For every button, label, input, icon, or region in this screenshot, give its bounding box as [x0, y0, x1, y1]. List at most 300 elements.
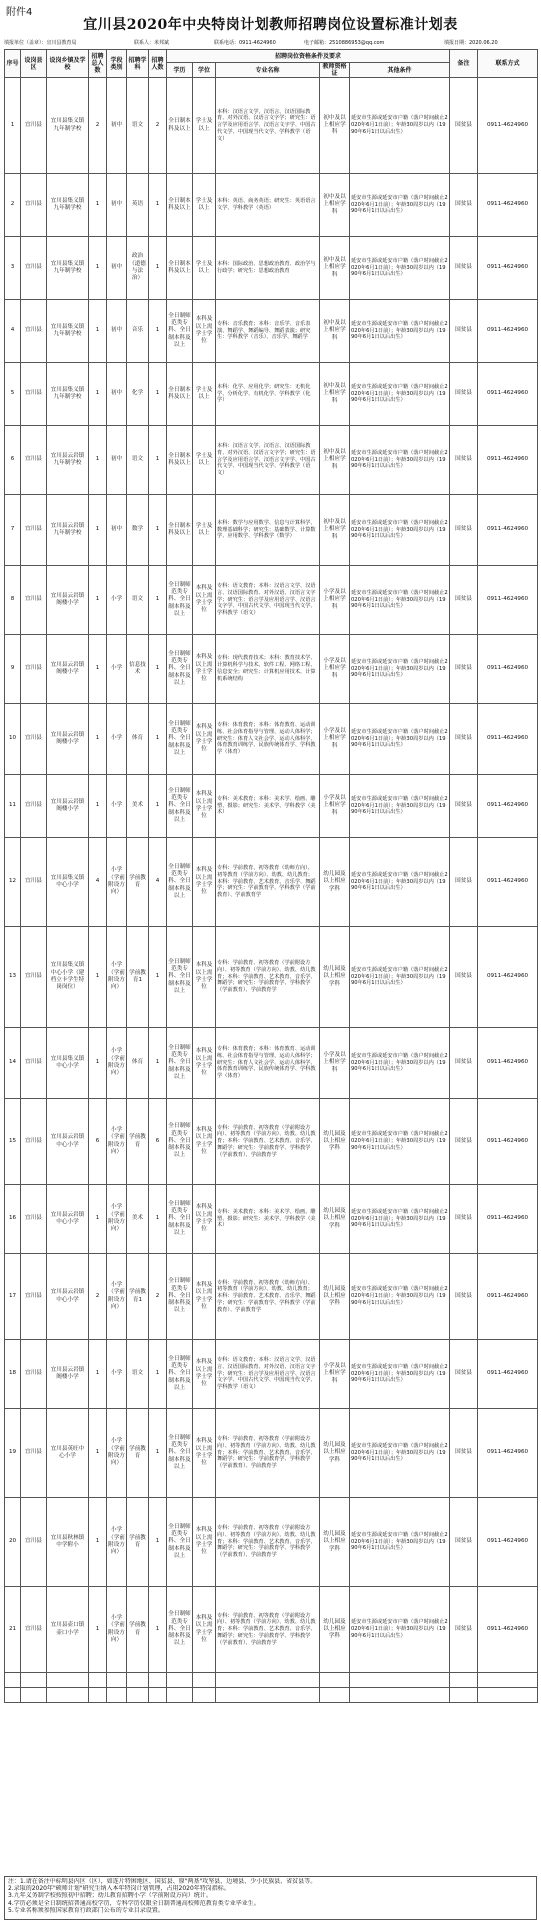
cell-county: 宜川县 [21, 1587, 47, 1673]
cell-cert: 幼儿园及以上相应学科 [320, 1498, 350, 1587]
cell-subject: 音乐 [127, 300, 149, 363]
cell-count: 1 [149, 363, 167, 426]
cell-level: 初中 [107, 174, 127, 237]
table-row [5, 78, 538, 174]
cell-subject: 学前教育 [127, 1099, 149, 1185]
header-seq: 序号 [5, 50, 21, 78]
cell-contact: 0911-4624960 [478, 363, 538, 426]
cell-other: 延安市生源或延安市户籍（落户时间截止2020年6月1日前）；年龄30周岁以内（1990年6月1日以后出生） [350, 495, 450, 566]
notes-box [4, 1876, 537, 1920]
cell-major: 专科：语文教育；本科：汉语言文学、汉语言、汉语国际教育、对外汉语、汉语言文字学；研究生：语言学及应用语言学、汉语言文字学、中国古代文学、中国现当代文学、学科教学（语文） [216, 1340, 320, 1409]
cell-county: 宜川县 [21, 495, 47, 566]
cell-total: 1 [89, 1587, 107, 1673]
empty-cell [47, 1688, 89, 1703]
cell-seq: 20 [5, 1498, 21, 1587]
cell-degree: 学士及以上 [193, 426, 216, 495]
empty-cell [107, 1673, 127, 1688]
note-line: 5.专业名称须参照国家教育行政部门公布的专业目录设置。 [8, 1906, 164, 1914]
header-major: 专业名称 [216, 63, 320, 78]
cell-major: 本科：汉语言文学、汉语言、汉语国际教育、对外汉语、汉语言文字学；研究生：语言学及应用语言学、汉语言文字学、中国古代文学、中国现当代文学、学科教学（语文） [216, 426, 320, 495]
cell-edu: 全日制师范类专科、全日制本科及以上 [167, 1587, 193, 1673]
cell-subject: 语文 [127, 78, 149, 174]
cell-other: 延安市生源或延安市户籍（落户时间截止2020年6月1日前）；年龄30周岁以内（1990年6月1日以后出生） [350, 566, 450, 635]
empty-cell [89, 1688, 107, 1703]
cell-county: 宜川县 [21, 78, 47, 174]
empty-cell [21, 1688, 47, 1703]
header-other: 其他条件 [350, 63, 450, 78]
cell-degree: 本科及以上需学士学位 [193, 566, 216, 635]
cell-count: 1 [149, 495, 167, 566]
cell-count: 4 [149, 838, 167, 927]
cell-level: 初中 [107, 78, 127, 174]
cell-total: 1 [89, 704, 107, 775]
cell-count: 1 [149, 1587, 167, 1673]
cell-total: 1 [89, 1340, 107, 1409]
cell-school: 宜川县集义镇中心小学 [47, 1028, 89, 1099]
cell-major: 专科：体育教育；本科：体育教育、运动训练、社会体育指导与管理、运动人体科学；研究生：体育人文社会学、运动人体科学、体育教育训练学、民族传统体育学、学科教学（体育） [216, 1028, 320, 1099]
cell-count: 1 [149, 174, 167, 237]
cell-subject: 数学 [127, 495, 149, 566]
cell-degree: 本科及以上需学士学位 [193, 1185, 216, 1254]
cell-seq: 8 [5, 566, 21, 635]
cell-count: 1 [149, 1409, 167, 1498]
cell-contact: 0911-4624960 [478, 566, 538, 635]
cell-contact: 0911-4624960 [478, 838, 538, 927]
empty-cell [350, 1688, 450, 1703]
cell-other: 延安市生源或延安市户籍（落户时间截止2020年6月1日前）；年龄30周岁以内（1990年6月1日以后出生） [350, 775, 450, 838]
cell-count: 2 [149, 1254, 167, 1340]
cell-seq: 7 [5, 495, 21, 566]
cell-subject: 英语 [127, 174, 149, 237]
cell-seq: 3 [5, 237, 21, 300]
cell-other: 延安市生源或延安市户籍（落户时间截止2020年6月1日前）；年龄30周岁以内（1990年6月1日以后出生） [350, 927, 450, 1028]
table-row [5, 927, 538, 1028]
cell-school: 宜川县云岩镇中心小学 [47, 1185, 89, 1254]
cell-school: 宜川县集义镇九年制学校 [47, 78, 89, 174]
cell-other: 延安市生源或延安市户籍（落户时间截止2020年6月1日前）；年龄30周岁以内（1990年6月1日以后出生） [350, 174, 450, 237]
cell-level: 小学 [107, 775, 127, 838]
cell-school: 宜川县云岩镇阁楼小学 [47, 704, 89, 775]
cell-remark: 国贫县 [450, 1185, 478, 1254]
cell-contact: 0911-4624960 [478, 927, 538, 1028]
cell-degree: 本科及以上需学士学位 [193, 635, 216, 704]
cell-seq: 6 [5, 426, 21, 495]
cell-county: 宜川县 [21, 174, 47, 237]
cell-total: 1 [89, 1028, 107, 1099]
cell-cert: 幼儿园及以上相应学科 [320, 1185, 350, 1254]
cell-edu: 全日制本科及以上 [167, 237, 193, 300]
cell-major: 专科：体育教育；本科：体育教育、运动训练、社会体育指导与管理、运动人体科学；研究生：体育人文社会学、运动人体科学、体育教育训练学、民族传统体育学、学科教学（体育） [216, 704, 320, 775]
cell-cert: 小学及以上相应学科 [320, 1340, 350, 1409]
table-row [5, 775, 538, 838]
empty-cell [350, 1673, 450, 1688]
cell-count: 1 [149, 635, 167, 704]
cell-seq: 18 [5, 1340, 21, 1409]
cell-cert: 初中及以上相应学科 [320, 495, 350, 566]
cell-subject: 信息技术 [127, 635, 149, 704]
table-row [5, 1185, 538, 1254]
cell-edu: 全日制师范类专科、全日制本科及以上 [167, 1185, 193, 1254]
cell-remark: 国贫县 [450, 838, 478, 927]
header-subject: 招聘学科 [127, 50, 149, 78]
cell-total: 1 [89, 174, 107, 237]
cell-edu: 全日制本科及以上 [167, 78, 193, 174]
cell-remark: 国贫县 [450, 300, 478, 363]
table-row [5, 1409, 538, 1498]
cell-school: 宜川县集义镇九年制学校 [47, 363, 89, 426]
cell-remark: 国贫县 [450, 1028, 478, 1099]
cell-county: 宜川县 [21, 1254, 47, 1340]
cell-remark: 国贫县 [450, 237, 478, 300]
cell-other: 延安市生源或延安市户籍（落户时间截止2020年6月1日前）；年龄30周岁以内（1990年6月1日以后出生） [350, 1587, 450, 1673]
cell-total: 2 [89, 78, 107, 174]
cell-contact: 0911-4624960 [478, 704, 538, 775]
empty-row [5, 1673, 538, 1688]
cell-degree: 学士及以上 [193, 363, 216, 426]
empty-cell [5, 1673, 21, 1688]
cell-contact: 0911-4624960 [478, 174, 538, 237]
table-row [5, 1254, 538, 1340]
cell-degree: 本科及以上需学士学位 [193, 838, 216, 927]
empty-cell [47, 1673, 89, 1688]
table-row [5, 174, 538, 237]
cell-level: 小学 [107, 1340, 127, 1409]
cell-major: 专科：学前教育、初等教育（学前附设方向）、初等教育（学前方向）、幼教、幼儿教育；本科：学前教育、艺术教育、音乐学、舞蹈学；研究生：学前教育学、学科教学（学前教育）、学前教育学 [216, 1498, 320, 1587]
cell-level: 小学（学前附设方向） [107, 1099, 127, 1185]
cell-subject: 体育 [127, 1028, 149, 1099]
cell-cert: 幼儿园及以上相应学科 [320, 1254, 350, 1340]
cell-seq: 16 [5, 1185, 21, 1254]
cell-subject: 政治（道德与法治） [127, 237, 149, 300]
cell-degree: 学士及以上 [193, 78, 216, 174]
empty-cell [216, 1673, 320, 1688]
empty-cell [167, 1673, 193, 1688]
empty-cell [127, 1688, 149, 1703]
cell-count: 1 [149, 300, 167, 363]
cell-degree: 本科及以上需学士学位 [193, 704, 216, 775]
cell-contact: 0911-4624960 [478, 1185, 538, 1254]
cell-level: 小学 [107, 566, 127, 635]
empty-cell [193, 1688, 216, 1703]
cell-school: 宜川县集义镇中心小学 [47, 838, 89, 927]
cell-major: 专科：学前教育、初等教育（学前附设方向）、初等教育（学前方向）、幼教、幼儿教育；本科：学前教育、艺术教育、音乐学、舞蹈学；研究生：学前教育学、学科教学（学前教育）、学前教育学 [216, 1587, 320, 1673]
empty-cell [450, 1688, 478, 1703]
cell-edu: 全日制师范类专科、全日制本科及以上 [167, 775, 193, 838]
cell-remark: 国贫县 [450, 566, 478, 635]
cell-remark: 国贫县 [450, 495, 478, 566]
cell-remark: 国贫县 [450, 1099, 478, 1185]
cell-other: 延安市生源或延安市户籍（落户时间截止2020年6月1日前）；年龄30周岁以内（1990年6月1日以后出生） [350, 78, 450, 174]
cell-county: 宜川县 [21, 426, 47, 495]
cell-other: 延安市生源或延安市户籍（落户时间截止2020年6月1日前）；年龄30周岁以内（1990年6月1日以后出生） [350, 426, 450, 495]
cell-remark: 国贫县 [450, 426, 478, 495]
cell-edu: 全日制师范类专科、全日制本科及以上 [167, 635, 193, 704]
cell-subject: 化学 [127, 363, 149, 426]
cell-major: 专科：学前教育、初等教育（学前附设方向）、初等教育（学前方向）、幼教、幼儿教育；本科：学前教育、艺术教育、音乐学、舞蹈学；研究生：学前教育学、学科教学（学前教育）、学前教育学 [216, 927, 320, 1028]
cell-degree: 学士及以上 [193, 237, 216, 300]
cell-total: 1 [89, 363, 107, 426]
cell-total: 1 [89, 635, 107, 704]
cell-county: 宜川县 [21, 300, 47, 363]
empty-cell [107, 1688, 127, 1703]
cell-major: 专科：现代教育技术；本科：教育技术学、计算机科学与技术、软件工程、网络工程、信息安全；研究生：计算机应用技术、计算机系统结构 [216, 635, 320, 704]
cell-subject: 语文 [127, 1340, 149, 1409]
note-line: 3.九年义务制学校按照初中招聘；幼儿教育招聘小学（学前附设方向）统计。 [8, 1892, 212, 1900]
header-count: 招聘人数 [149, 50, 167, 78]
cell-school: 宜川县云岩镇九年制学校 [47, 495, 89, 566]
empty-cell [5, 1688, 21, 1703]
cell-remark: 国贫县 [450, 775, 478, 838]
cell-contact: 0911-4624960 [478, 775, 538, 838]
table-row [5, 1340, 538, 1409]
cell-school: 宜川县云岩镇阁楼小学 [47, 566, 89, 635]
cell-edu: 全日制师范类专科、全日制本科及以上 [167, 927, 193, 1028]
cell-degree: 本科及以上需学士学位 [193, 1254, 216, 1340]
cell-school: 宜川县云岩镇中心小学 [47, 1254, 89, 1340]
cell-other: 延安市生源或延安市户籍（落户时间截止2020年6月1日前）；年龄30周岁以内（1990年6月1日以后出生） [350, 1254, 450, 1340]
cell-other: 延安市生源或延安市户籍（落户时间截止2020年6月1日前）；年龄30周岁以内（1990年6月1日以后出生） [350, 237, 450, 300]
cell-edu: 全日制本科及以上 [167, 174, 193, 237]
cell-seq: 1 [5, 78, 21, 174]
cell-subject: 美术 [127, 775, 149, 838]
empty-cell [21, 1673, 47, 1688]
cell-county: 宜川县 [21, 1409, 47, 1498]
cell-seq: 21 [5, 1587, 21, 1673]
cell-school: 宜川县集义镇中心小学（建档立卡学生特岗岗位） [47, 927, 89, 1028]
cell-total: 1 [89, 775, 107, 838]
cell-degree: 本科及以上需学士学位 [193, 1340, 216, 1409]
cell-cert: 小学及以上相应学科 [320, 704, 350, 775]
cell-school: 宜川县壶口镇壶口小学 [47, 1587, 89, 1673]
cell-remark: 国贫县 [450, 1254, 478, 1340]
cell-total: 1 [89, 300, 107, 363]
cell-major: 专科：音乐教育；本科：音乐学、音乐表演、舞蹈学、舞蹈编导、舞蹈表演；研究生：学科教学（音乐）、音乐学、舞蹈学 [216, 300, 320, 363]
cell-seq: 4 [5, 300, 21, 363]
empty-row [5, 1688, 538, 1703]
table-row [5, 635, 538, 704]
table-row [5, 1587, 538, 1673]
cell-county: 宜川县 [21, 237, 47, 300]
empty-cell [320, 1688, 350, 1703]
cell-total: 4 [89, 838, 107, 927]
plan-table [4, 49, 538, 1703]
cell-other: 延安市生源或延安市户籍（落户时间截止2020年6月1日前）；年龄30周岁以内（1990年6月1日以后出生） [350, 1498, 450, 1587]
cell-other: 延安市生源或延安市户籍（落户时间截止2020年6月1日前）；年龄30周岁以内（1990年6月1日以后出生） [350, 635, 450, 704]
info-bar [4, 39, 537, 49]
cell-subject: 学前教育1 [127, 927, 149, 1028]
cell-contact: 0911-4624960 [478, 635, 538, 704]
cell-total: 1 [89, 1409, 107, 1498]
cell-edu: 全日制师范类专科、全日制本科及以上 [167, 1099, 193, 1185]
cell-level: 初中 [107, 426, 127, 495]
cell-school: 宜川县云岩镇阁楼小学 [47, 1340, 89, 1409]
cell-edu: 全日制师范类专科、全日制本科及以上 [167, 1254, 193, 1340]
cell-remark: 国贫县 [450, 704, 478, 775]
cell-cert: 初中及以上相应学科 [320, 426, 350, 495]
header-level: 学段类别 [107, 50, 127, 78]
cell-cert: 幼儿园及以上相应学科 [320, 1409, 350, 1498]
cell-subject: 语文 [127, 566, 149, 635]
cell-contact: 0911-4624960 [478, 1254, 538, 1340]
cell-contact: 0911-4624960 [478, 1587, 538, 1673]
cell-other: 延安市生源或延安市户籍（落户时间截止2020年6月1日前）；年龄30周岁以内（1990年6月1日以后出生） [350, 1185, 450, 1254]
cell-school: 宜川县英旺中心小学 [47, 1409, 89, 1498]
cell-seq: 13 [5, 927, 21, 1028]
cell-remark: 国贫县 [450, 78, 478, 174]
cell-seq: 9 [5, 635, 21, 704]
cell-subject: 学前教育 [127, 1498, 149, 1587]
cell-county: 宜川县 [21, 635, 47, 704]
cell-edu: 全日制本科及以上 [167, 495, 193, 566]
cell-count: 1 [149, 927, 167, 1028]
cell-major: 本科：化学、应用化学；研究生：无机化学、分析化学、有机化学、学科教学（化学） [216, 363, 320, 426]
cell-edu: 全日制本科及以上 [167, 363, 193, 426]
cell-major: 专科：学前教育、初等教育（幼师方向）、初等教育（学前方向）、幼教、幼儿教育；本科：学前教育、艺术教育、音乐学、舞蹈学；研究生：学前教育学、学科教学（学前教育）、学前教育学 [216, 838, 320, 927]
table-row [5, 838, 538, 927]
cell-contact: 0911-4624960 [478, 300, 538, 363]
cell-cert: 初中及以上相应学科 [320, 300, 350, 363]
cell-contact: 0911-4624960 [478, 1028, 538, 1099]
cell-level: 初中 [107, 495, 127, 566]
cell-level: 小学（学前附设方向） [107, 838, 127, 927]
cell-edu: 全日制本科及以上 [167, 426, 193, 495]
cell-major: 本科：英语、商务英语；研究生：英语语言文学、学科教学（英语） [216, 174, 320, 237]
cell-county: 宜川县 [21, 927, 47, 1028]
cell-remark: 国贫县 [450, 363, 478, 426]
cell-seq: 5 [5, 363, 21, 426]
cell-edu: 全日制师范类专科、全日制本科及以上 [167, 566, 193, 635]
cell-count: 1 [149, 775, 167, 838]
info-phone: 联系电话：0911-4624960 [214, 40, 276, 46]
cell-remark: 国贫县 [450, 1587, 478, 1673]
cell-count: 1 [149, 1185, 167, 1254]
cell-major: 本科：数学与应用数学、信息与计算科学、数理基础科学；研究生：基础数学、计算数学、应用数学、学科教学（数学） [216, 495, 320, 566]
cell-total: 1 [89, 426, 107, 495]
cell-degree: 本科及以上需学士学位 [193, 1587, 216, 1673]
cell-seq: 15 [5, 1099, 21, 1185]
cell-count: 1 [149, 1028, 167, 1099]
cell-other: 延安市生源或延安市户籍（落户时间截止2020年6月1日前）；年龄30周岁以内（1990年6月1日以后出生） [350, 1028, 450, 1099]
cell-contact: 0911-4624960 [478, 1340, 538, 1409]
info-contact: 联系人：米邦斌 [134, 40, 170, 46]
cell-degree: 学士及以上 [193, 174, 216, 237]
cell-total: 1 [89, 927, 107, 1028]
cell-level: 小学 [107, 704, 127, 775]
cell-other: 延安市生源或延安市户籍（落户时间截止2020年6月1日前）；年龄30周岁以内（1990年6月1日以后出生） [350, 363, 450, 426]
cell-count: 1 [149, 1498, 167, 1587]
cell-contact: 0911-4624960 [478, 237, 538, 300]
cell-school: 宜川县集义镇九年制学校 [47, 300, 89, 363]
cell-total: 1 [89, 1185, 107, 1254]
cell-remark: 国贫县 [450, 1498, 478, 1587]
cell-contact: 0911-4624960 [478, 1409, 538, 1498]
cell-remark: 国贫县 [450, 927, 478, 1028]
cell-cert: 初中及以上相应学科 [320, 237, 350, 300]
cell-school: 宜川县云岩镇中心小学 [47, 1099, 89, 1185]
cell-count: 1 [149, 237, 167, 300]
cell-subject: 学前教育 [127, 838, 149, 927]
cell-cert: 幼儿园及以上相应学科 [320, 1099, 350, 1185]
cell-remark: 国贫县 [450, 1409, 478, 1498]
cell-seq: 11 [5, 775, 21, 838]
empty-cell [450, 1673, 478, 1688]
cell-seq: 12 [5, 838, 21, 927]
note-line: 2.录取的2020年"硕师计划"研究生纳入本年特岗计划管理，占用2020年特岗指标。 [8, 1885, 230, 1893]
cell-other: 延安市生源或延安市户籍（落户时间截止2020年6月1日前）；年龄30周岁以内（1990年6月1日以后出生） [350, 1099, 450, 1185]
page-title: 宜川县2020年中央特岗计划教师招聘岗位设置标准计划表 [83, 17, 458, 33]
info-date: 填报日期：2020.06.20 [444, 40, 498, 46]
cell-contact: 0911-4624960 [478, 1099, 538, 1185]
table-row [5, 300, 538, 363]
cell-seq: 14 [5, 1028, 21, 1099]
header-degree: 学位 [193, 63, 216, 78]
cell-major: 专科：美术教育；本科：美术学、绘画、雕塑、摄影；研究生：美术学、学科教学（美术） [216, 1185, 320, 1254]
cell-cert: 小学及以上相应学科 [320, 566, 350, 635]
cell-seq: 17 [5, 1254, 21, 1340]
cell-count: 1 [149, 1340, 167, 1409]
cell-cert: 幼儿园及以上相应学科 [320, 1587, 350, 1673]
cell-school: 宜川县集义镇九年制学校 [47, 174, 89, 237]
cell-county: 宜川县 [21, 775, 47, 838]
cell-county: 宜川县 [21, 363, 47, 426]
info-email: 电子邮箱：2510886953@qq.com [304, 40, 385, 46]
empty-cell [127, 1673, 149, 1688]
cell-remark: 国贫县 [450, 174, 478, 237]
cell-county: 宜川县 [21, 1099, 47, 1185]
cell-degree: 本科及以上需学士学位 [193, 1409, 216, 1498]
cell-county: 宜川县 [21, 838, 47, 927]
cell-major: 专科：美术教育；本科：美术学、绘画、雕塑、摄影；研究生：美术学、学科教学（美术） [216, 775, 320, 838]
cell-subject: 语文 [127, 426, 149, 495]
cell-other: 延安市生源或延安市户籍（落户时间截止2020年6月1日前）；年龄30周岁以内（1990年6月1日以后出生） [350, 300, 450, 363]
cell-contact: 0911-4624960 [478, 1498, 538, 1587]
cell-degree: 本科及以上需学士学位 [193, 300, 216, 363]
cell-edu: 全日制师范类专科、全日制本科及以上 [167, 704, 193, 775]
cell-count: 2 [149, 78, 167, 174]
cell-school: 宜川县云岩镇阁楼小学 [47, 775, 89, 838]
cell-contact: 0911-4624960 [478, 78, 538, 174]
cell-remark: 国贫县 [450, 1340, 478, 1409]
cell-county: 宜川县 [21, 1028, 47, 1099]
cell-other: 延安市生源或延安市户籍（落户时间截止2020年6月1日前）；年龄30周岁以内（1990年6月1日以后出生） [350, 1409, 450, 1498]
cell-count: 1 [149, 704, 167, 775]
cell-edu: 全日制师范类专科、全日制本科及以上 [167, 1340, 193, 1409]
cell-total: 1 [89, 237, 107, 300]
table-row [5, 1498, 538, 1587]
cell-level: 小学（学前附设方向） [107, 1028, 127, 1099]
empty-cell [478, 1688, 538, 1703]
cell-cert: 小学及以上相应学科 [320, 1028, 350, 1099]
cell-edu: 全日制师范类专科、全日制本科及以上 [167, 838, 193, 927]
cell-subject: 美术 [127, 1185, 149, 1254]
cell-school: 宜川县云岩镇阁楼小学 [47, 635, 89, 704]
empty-cell [320, 1673, 350, 1688]
note-line: 注：1.请在备注中标明县内区（区），如连片特困地区、国贫县、原"两基"攻坚县、边境县、少小民族县、省贫县等。 [8, 1878, 317, 1885]
cell-cert: 幼儿园及以上相应学科 [320, 838, 350, 927]
cell-degree: 本科及以上需学士学位 [193, 1498, 216, 1587]
empty-cell [149, 1688, 167, 1703]
cell-total: 2 [89, 1254, 107, 1340]
cell-degree: 本科及以上需学士学位 [193, 1099, 216, 1185]
cell-seq: 2 [5, 174, 21, 237]
cell-county: 宜川县 [21, 566, 47, 635]
cell-other: 延安市生源或延安市户籍（落户时间截止2020年6月1日前）；年龄30周岁以内（1990年6月1日以后出生） [350, 838, 450, 927]
cell-degree: 本科及以上需学士学位 [193, 1028, 216, 1099]
cell-edu: 全日制师范类专科、全日制本科及以上 [167, 1028, 193, 1099]
cell-seq: 19 [5, 1409, 21, 1498]
table-row [5, 704, 538, 775]
header-row-1 [5, 50, 538, 63]
